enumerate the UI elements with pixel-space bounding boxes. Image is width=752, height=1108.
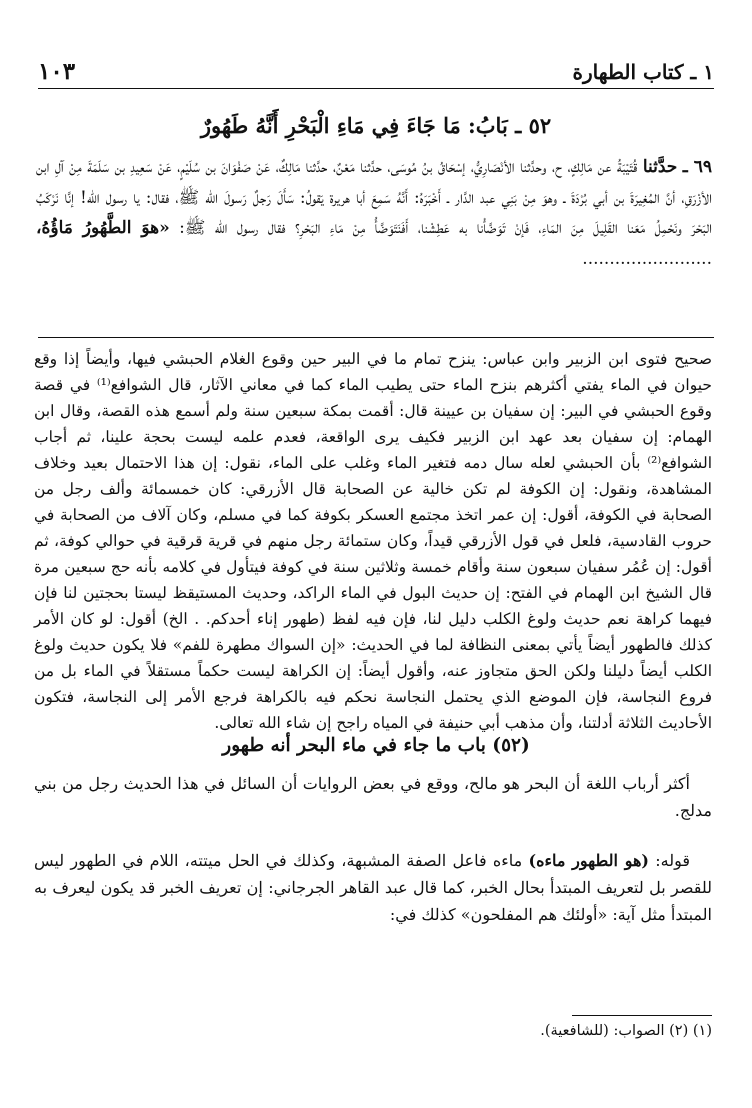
hadith-text: [36, 152, 712, 274]
hadith-answer: «هوَ الطَّهُورُ مَاؤُهُ،: [36, 218, 170, 238]
running-chapter-title: ١ ـ كتاب الطهارة: [572, 60, 714, 84]
hadith-body: قُتَيْبَةُ عن مَالِكٍ، ح، وحدَّثنا الأنْصَارِيُّ، إسْحَاقُ بنُ مُوسَى، حدَّثنا مَعْنٌ، حدَّثنا مَالِكٌ، عَنْ صَفْوَانَ بن سُلَيْمٍ، عَنْ سَعِيدِ بن سَلَمَةَ مِنْ آلِ ابن الأزْرَقِ، أنَّ المُغِيرَةَ بن أبي بُرْدَةَ ـ وهوَ مِنْ بَنِي عبد الدَّار ـ أَخْبَرَهُ: أَنَّهُ سَمِعَ أبا هريرة يَقولُ: سَأَلَ رَجلٌ رَسولَ الله ﷺ، فقال: يا رسول الله! إنَّا نَرْكَبُ البَحْرَ ونَحْمِلُ مَعَنا القَلِيلَ مِنَ المَاءِ، فَإنْ تَوَضَّأْنا به عَطِشْنا، أَفَنَتَوَضَّأُ مِنْ مَاءِ البَحْرِ؟ فقال رسول الله ﷺ:: [36, 157, 712, 238]
paragraph-2: [34, 847, 712, 928]
commentary-text: صحيح فتوى ابن الزبير وابن عباس: ينزح تمام ما في البير حين وقوع الغلام الحبشي فيها، وأيضاً إذا وقع حيوان في الماء يفتي أكثرهم بنزح الماء حتى يطيب الماء كما في معاني الآثار، قال الشوافع⁽¹⁾ في قصة وقوع الحبشي في البير: إن سفيان بن عيينة قال: أقمت بمكة سبعين سنة ولم أسمع هذه القصة، وقال ابن الهمام: إن سفيان بعد عهد ابن الزبير فكيف يرى الواقعة، فعدم علمه ليست بحجة علينا، ثم أجاب الشوافع⁽²⁾ بأن الحبشي لعله سال دمه فتغير الماء وغلب على الماء، نقول: إن هذا الاحتمال بعيد وخلاف المشاهدة، ونقول: إن الكوفة لم تكن خالية عن الصحابة قال الأزرقي: كان خمسمائة وألف رجل من الصحابة في الكوفة، أقول: إن عمر اتخذ مجتمع العسكر بكوفة كما في مسلم، وكان آلاف من الصحابة في حروب القادسية، فلعل في قول الأزرقي قيداً، وكان ستمائة رجل منهم في قرية قرقية في حوالي كوفة، ثم أقول: إن عُمُر سفيان سبعون سنة وأقام خمسة وثلاثين سنة في كوفة فيتأول في كلامه بأنه حج سبعين مرة قال الشيخ ابن الهمام في الفتح: إن حديث البول في الماء الراكد، وحديث المستيقظ ليستا بحجتين لنا فإن فيهما كراهة نعم حديث ولوغ الكلب دليل لنا، فإن فيه لفظ (طهور إناء أحدكم. . الخ) أقول: لو كان الأمر كذلك فالطهور أيضاً يأتي بمعنى النظافة لما في الحديث: «إن السواك مطهرة للفم» فلا يكون حديث ولوغ الكلب أيضاً دليلنا ولكن الحق متجاوز عنه، وأقول أيضاً: إن الكراهة ليست حكماً مستقلاً في الماء بل من فروع النجاسة، فإن الموضع الذي يحتمل النجاسة نحكم فيه بالكراهة فرجع الأمر إلى النجاسة، فتكون الأحاديث الثلاثة أدلتنا، وأن مذهب أبي حنيفة في المياه راجح إن شاء الله تعالى.: [34, 350, 712, 732]
page-header: [38, 60, 714, 89]
paragraph-2-lead: قوله:: [648, 851, 690, 870]
paragraph-2-quote: (هو الطهور ماءه): [528, 851, 649, 870]
chapter-heading: ٥٢ ـ بَابُ: مَا جَاءَ فِي مَاءِ الْبَحْرِ أَنَّهُ طَهُورٌ: [200, 113, 552, 138]
hadith-number: ٦٩ ـ: [682, 157, 712, 177]
separator-line: [38, 337, 714, 338]
hadith-lead: حدَّثنا: [642, 157, 678, 177]
section-heading: (٥٢) باب ما جاء في ماء البحر أنه طهور: [222, 735, 530, 756]
continuation-dots: ........................: [582, 248, 712, 269]
footnote-separator: [572, 1015, 712, 1016]
footnote: (١) (٢) الصواب: (للشافعية).: [540, 1023, 712, 1039]
paragraph-2-body: ماءه فاعل الصفة المشبهة، وكذلك في الحل ميتته، اللام في الطهور ليس للقصر بل لتعريف المبتدأ بحال الخبر، كما قال عبد القاهر الجرجاني: إن تعريف الخبر قد يكون ليعرف به المبتدأ مثل آية: «أولئك هم المفلحون» كذلك في:: [34, 851, 712, 924]
paragraph-1: أكثر أرباب اللغة أن البحر هو مالح، ووقع في بعض الروايات أن السائل في هذا الحديث رجل من بني مدلج.: [34, 774, 712, 820]
page-number: ١٠٣: [38, 58, 76, 85]
